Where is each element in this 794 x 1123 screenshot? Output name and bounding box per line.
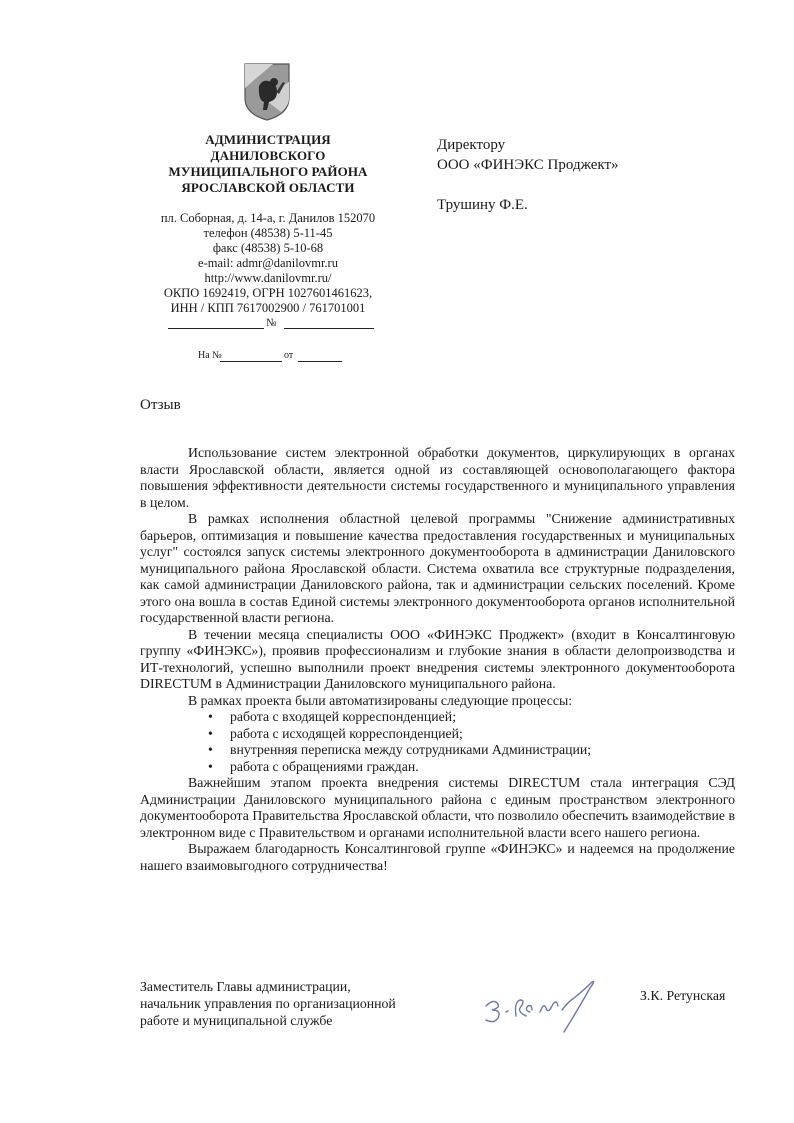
org-line: МУНИЦИПАЛЬНОГО РАЙОНА [168, 164, 368, 179]
contact-details [140, 211, 396, 316]
list-item: • работа с входящей корреспонденцией; [230, 709, 735, 726]
list-item: • работа с исходящей корреспонденцией; [230, 726, 735, 743]
number-sign: № [266, 317, 277, 329]
paragraph: В течении месяца специалисты ООО «ФИНЭКС Проджект» (входит в Консалтинговую группу «ФИНЭКС»), проявив профессионализм и глубокие знания в области делопроизводства и ИТ-технологий, успешно выполнили проект внедрения системы электронного документооборота DIRECTUM в Администрации Даниловского муниципального района. [140, 626, 735, 691]
signer-name: З.К. Ретунская [640, 988, 726, 1003]
position-line: начальник управления по организационной [140, 996, 396, 1011]
position-line: работе и муниципальной службе [140, 1013, 333, 1028]
reference-line [198, 350, 358, 364]
okpo-ogrn-line: ОКПО 1692419, ОГРН 1027601461623, [163, 286, 373, 300]
addressee-company: ООО «ФИНЭКС Проджект» [437, 157, 619, 173]
blank-underline [168, 328, 264, 329]
paragraph: Важнейшим этапом проекта внедрения системы DIRECTUM стала интеграция СЭД Администрации Даниловского муниципального района с единым пространством электронного документооборота Правительства Ярославской области, что позволило обеспечить взаимодействие в электронном виде с Правительством и органами исполнительной власти всего нашего региона. [140, 775, 735, 840]
registration-number-line [168, 316, 374, 332]
paragraph: Использование систем электронной обработки документов, циркулирующих в органах власти Ярославской области, является одной из составляющей основополагающего фактора повышения эффективности деятельности системы государственного и муниципального управления в целом. [140, 445, 735, 510]
org-line: АДМИНИСТРАЦИЯ [205, 132, 331, 147]
blank-underline [298, 361, 342, 362]
letter-body [140, 445, 735, 874]
ref-from-label: от [284, 350, 294, 361]
coat-of-arms-emblem [243, 62, 291, 122]
email-line: e-mail: admr@danilovmr.ru [198, 256, 338, 270]
paragraph: Выражаем благодарность Консалтинговой группе «ФИНЭКС» и надеемся на продолжение нашего взаимовыгодного сотрудничества! [140, 841, 735, 873]
org-line: ДАНИЛОВСКОГО [210, 148, 326, 163]
blank-underline [220, 361, 282, 362]
document-title: Отзыв [140, 397, 181, 413]
paragraph: В рамках исполнения областной целевой программы "Снижение административных барьеров, оптимизация и повышение качества предоставления государственных и муниципальных услуг" состоялся запуск системы электронного документооборота в администрации Даниловского муниципального района Ярославской области. Система охватила все структурные подразделения, как самой администрации Даниловского района, так и администрации сельских поселений. Кроме этого она вошла в состав Единой системы электронного документооборота органов исполнительной государственной власти региона. [140, 511, 735, 625]
handwritten-signature [478, 976, 618, 1036]
list-item: • работа с обращениями граждан. [230, 759, 735, 776]
addressee-position: Директору [437, 137, 506, 153]
paragraph: В рамках проекта были автоматизированы следующие процессы: [188, 692, 573, 708]
address-line: пл. Соборная, д. 14-а, г. Данилов 152070 [160, 211, 376, 225]
addressee-name: Трушину Ф.Е. [437, 197, 528, 213]
ref-number-label: На № [198, 350, 222, 361]
signer-position [140, 978, 396, 1029]
website-line: http://www.danilovmr.ru/ [204, 271, 332, 285]
process-list [140, 709, 735, 775]
blank-underline [284, 328, 374, 329]
list-item: • внутренняя переписка между сотрудниками Администрации; [230, 742, 735, 759]
inn-kpp-line: ИНН / КПП 7617002900 / 761701001 [170, 301, 366, 315]
organization-name [150, 132, 386, 196]
phone-line: телефон (48538) 5-11-45 [203, 226, 333, 240]
org-line: ЯРОСЛАВСКОЙ ОБЛАСТИ [181, 180, 355, 195]
fax-line: факс (48538) 5-10-68 [212, 241, 324, 255]
position-line: Заместитель Главы администрации, [140, 979, 351, 994]
addressee-block [437, 135, 619, 215]
